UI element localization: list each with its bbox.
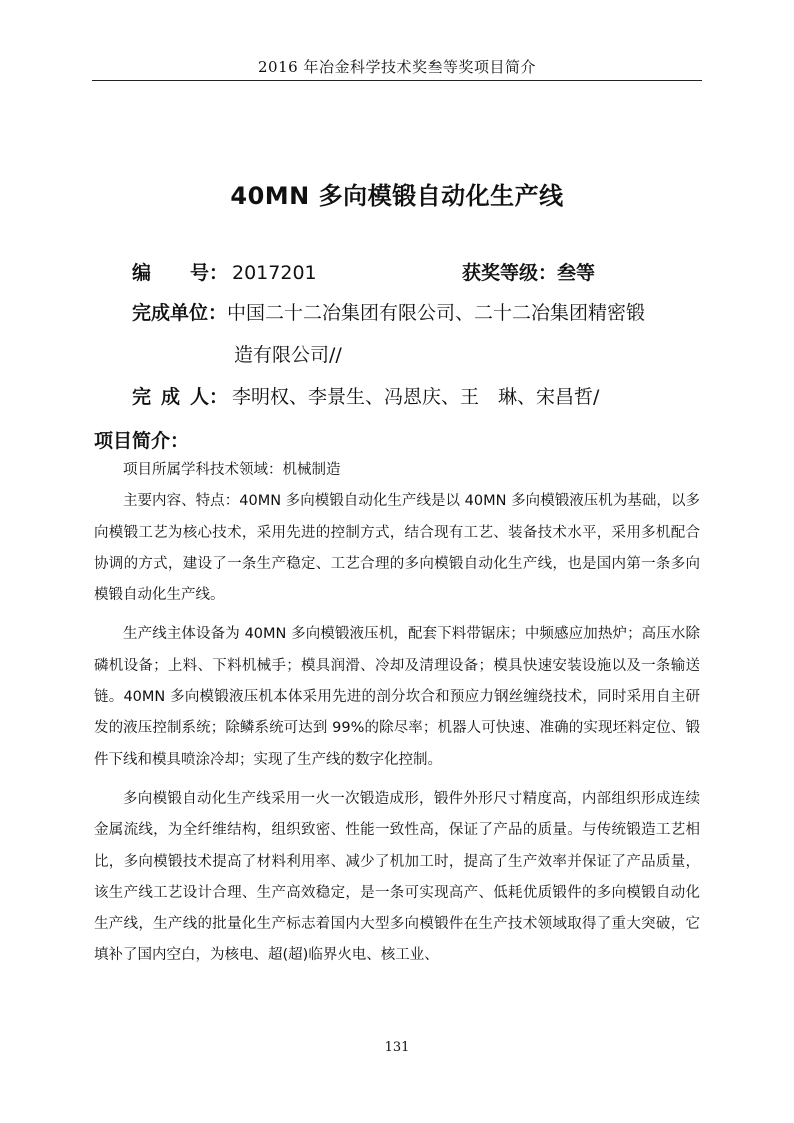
project-code-value: 2017201 [232, 262, 317, 284]
equipment-paragraph: 生产线主体设备为 40MN 多向模锻液压机，配套下料带锯床；中频感应加热炉；高压水除磷机设备；上料、下料机械手；模具润滑、冷却及清理设备；模具快速安装设施以及一条输送链。40MN 多向模锻液压机本体采用先进的剖分坎合和预应力钢丝缠绕技术，同时采用自主研发的液压控制系统；除鳞系统可达到 99%的除尽率；机器人可快速、准确的实现坯料定位、锻件下线和模具喷涂冷却；实现了生产线的数字化控制。 [94, 626, 700, 768]
document-title: 40MN 多向模锻自动化生产线 [230, 182, 564, 210]
main-content-paragraph: 主要内容、特点：40MN 多向模锻自动化生产线是以 40MN 多向模锻液压机为基础，以多向模锻工艺为核心技术，采用先进的控制方式，结合现有工艺、装备技术水平，采用多机配合协调的方式，建设了一条生产稳定、工艺合理的多向模锻自动化生产线，也是国内第一条多向模锻自动化生产线。 [94, 493, 700, 604]
header-divider [92, 80, 702, 81]
award-level-row [462, 258, 595, 285]
technical-field-paragraph: 项目所属学科技术领域：机械制造 [123, 462, 341, 478]
running-header: 2016 年冶金科学技术奖叁等奖项目简介 [258, 58, 536, 76]
completing-unit-row [132, 298, 645, 325]
completing-people-label: 完 成 人： [132, 386, 229, 408]
completing-unit-value-continued: 造有限公司// [234, 344, 342, 366]
project-code-label: 编 号： [132, 262, 229, 284]
completing-people-row [132, 382, 599, 409]
page-number: 131 [384, 1040, 410, 1055]
award-level-label: 获奖等级： [462, 262, 558, 284]
project-intro-body [94, 455, 700, 972]
project-intro-heading: 项目简介： [94, 430, 190, 452]
project-code-row [132, 258, 317, 285]
completing-unit-label: 完成单位： [132, 302, 228, 324]
award-level-value: 叁等 [557, 262, 596, 284]
completing-people-value: 李明权、李景生、冯恩庆、王 琳、宋昌哲/ [232, 386, 600, 408]
completing-unit-value: 中国二十二冶集团有限公司、二十二冶集团精密锻 [227, 302, 646, 324]
process-advantages-paragraph: 多向模锻自动化生产线采用一火一次锻造成形，锻件外形尺寸精度高，内部组织形成连续金属流线，为全纤维结构，组织致密、性能一致性高，保证了产品的质量。与传统锻造工艺相比，多向模锻技术提高了材料利用率、减少了机加工时，提高了生产效率并保证了产品质量，该生产线工艺设计合理、生产高效稳定，是一条可实现高产、低耗优质锻件的多向模锻自动化生产线，生产线的批量化生产标志着国内大型多向模锻件在生产技术领域取得了重大突破，它填补了国内空白，为核电、超(超)临界火电、核工业、 [94, 790, 700, 964]
